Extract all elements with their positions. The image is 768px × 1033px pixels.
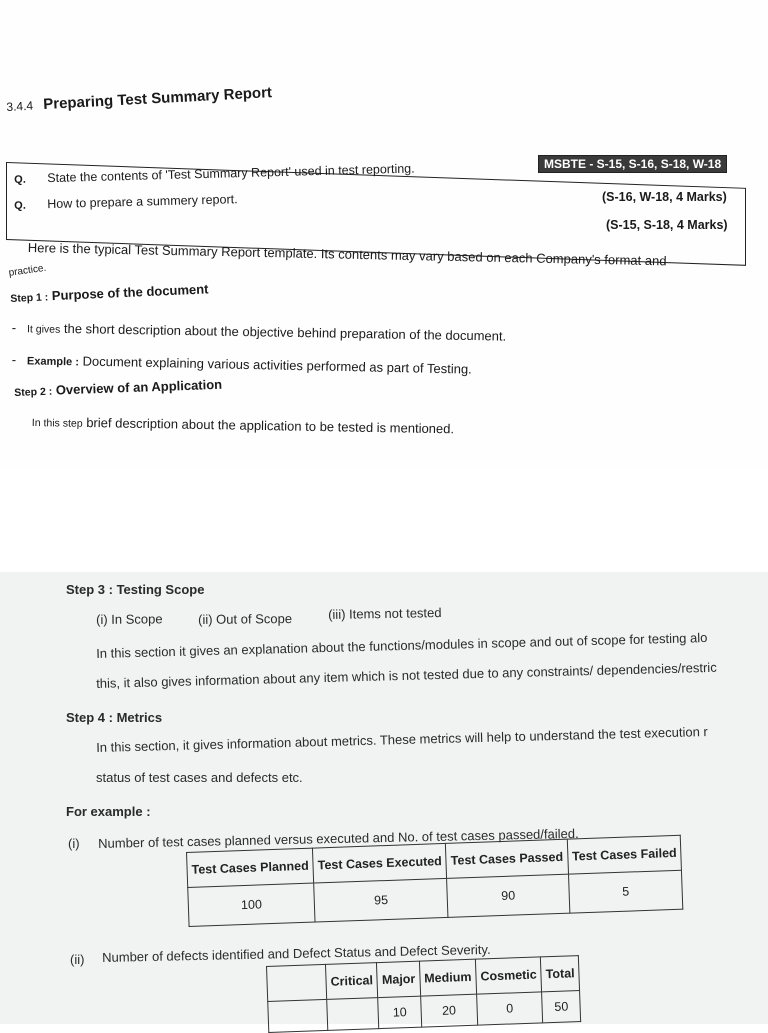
example-1-caption: Number of test cases planned versus executed and No. of test cases passed/failed.	[98, 825, 579, 851]
value-test-cases-executed: 95	[314, 878, 448, 922]
step-1-bullet-1-lead: It gives	[26, 323, 61, 336]
step-3-line-2: this, it also gives information about any item which is not tested due to any constraints/ dependencies/restric	[96, 659, 717, 691]
step-1-bullet-1-text: the short description about the objective behind preparation of the document.	[63, 320, 507, 344]
question-1-label: Q.	[14, 173, 26, 186]
example-2-caption: Number of defects identified and Defect Status and Defect Severity.	[102, 941, 491, 965]
value-cosmetic: 0	[477, 992, 543, 1025]
step-3-line-1: In this section it gives an explanation about the functions/modules in scope and out of scope for testing alo	[96, 629, 708, 661]
example-1-marker: (i)	[68, 836, 80, 851]
step-3-item-3: (iii) Items not tested	[328, 605, 442, 622]
header-test-cases-planned: Test Cases Planned	[187, 848, 314, 887]
header-test-cases-failed: Test Cases Failed	[567, 835, 682, 874]
step-1-bullet-2-lead: Example :	[26, 355, 80, 369]
step-4-line-1: In this section, it gives information about metrics. These metrics will help to understand the test execution r	[96, 723, 708, 755]
header-total: Total	[541, 956, 580, 992]
value-total: 50	[542, 991, 581, 1023]
question-2-text: How to prepare a summery report.	[47, 192, 238, 212]
value-major: 10	[378, 996, 421, 1028]
value-critical	[327, 998, 379, 1031]
step-3-item-2: (ii) Out of Scope	[198, 611, 293, 627]
intro-line-2: practice.	[8, 262, 47, 279]
header-major: Major	[377, 961, 421, 997]
example-2-marker: (ii)	[70, 952, 85, 967]
value-medium: 20	[420, 994, 477, 1027]
header-cosmetic: Cosmetic	[475, 957, 541, 994]
step-3-item-1: (i) In Scope	[96, 611, 163, 627]
value-test-cases-passed: 90	[447, 874, 570, 917]
for-example-label: For example :	[66, 804, 151, 819]
section-number: 3.4.4	[6, 98, 34, 114]
defects-table	[266, 955, 581, 1033]
question-1-marks: (S-16, W-18, 4 Marks)	[602, 190, 727, 204]
question-1-text: State the contents of 'Test Summary Report' used in test reporting.	[47, 161, 415, 186]
step-4-line-2: status of test cases and defects etc.	[96, 770, 303, 785]
header-medium: Medium	[419, 959, 476, 996]
question-2-label: Q.	[14, 199, 26, 212]
step-2-lead: In this step	[31, 416, 83, 430]
value-blank	[268, 999, 328, 1032]
step-2-body: brief description about the application to be tested is mentioned.	[86, 414, 455, 437]
value-test-cases-planned: 100	[188, 883, 315, 926]
bullet-dash: -	[11, 320, 24, 336]
step-1-title: Purpose of the document	[51, 281, 209, 304]
bullet-dash: -	[11, 352, 24, 368]
header-critical: Critical	[325, 963, 378, 1000]
section-title: Preparing Test Summary Report	[42, 84, 273, 114]
step-3-title: Step 3 : Testing Scope	[66, 582, 205, 597]
header-test-cases-passed: Test Cases Passed	[446, 839, 568, 878]
exam-tag: MSBTE - S-15, S-16, S-18, W-18	[538, 155, 727, 173]
step-2-label: Step 2 :	[14, 385, 53, 399]
step-1-label: Step 1 :	[10, 291, 49, 305]
step-2-title: Overview of an Application	[55, 376, 223, 398]
intro-line-1: Here is the typical Test Summary Report template. Its contents may vary based on each Company's format and	[27, 240, 667, 269]
header-blank	[267, 964, 327, 1001]
value-test-cases-failed: 5	[568, 870, 683, 913]
step-1-bullet-2-text: Document explaining various activities performed as part of Testing.	[82, 353, 472, 377]
step-4-title: Step 4 : Metrics	[66, 710, 163, 725]
question-2-marks: (S-15, S-18, 4 Marks)	[606, 218, 728, 232]
header-test-cases-executed: Test Cases Executed	[313, 843, 447, 883]
